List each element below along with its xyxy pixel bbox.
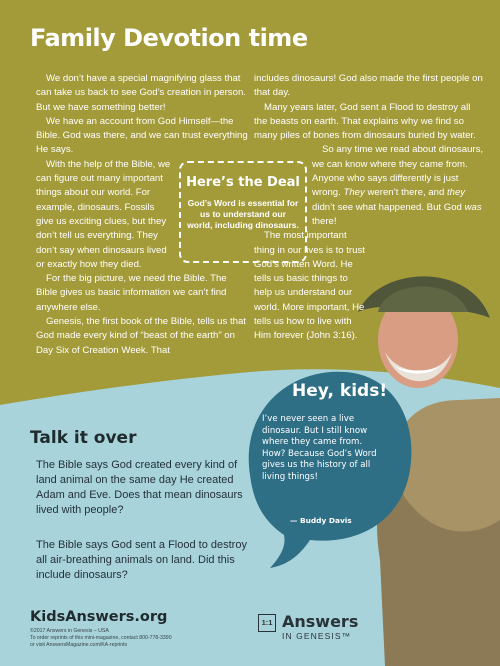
text-run: didn’t see what happened. But God — [312, 201, 462, 213]
question-1: The Bible says God created every kind of land animal on the same day He created Adam and Eve. Does that mean dinosaurs lived with people? — [36, 459, 243, 517]
page-title: Family Devotion time — [30, 24, 308, 52]
answers-logo-sub: IN GENESIS™ — [282, 631, 352, 641]
text-run-italic: was — [464, 201, 482, 213]
paragraph: We don’t have a special magnifying glass that can take us back to see God’s creation in person. But we have something better! — [36, 73, 246, 113]
bubble-title: Hey, kids! — [292, 381, 388, 401]
bubble-text: I’ve never seen a live dinosaur. But I still know where they came from. How? Because God’s Word gives us the history of all living things! — [262, 414, 377, 482]
answers-logo-icon: 1:1 — [258, 614, 276, 632]
text-run-italic: they — [446, 187, 466, 199]
paragraph: The most important thing in our lives is to trust God’s written Word. He tells us basic things to help us understand our world. More important, He tells us how to live with Him forever (John 3:16). — [254, 230, 365, 342]
question-2: The Bible says God sent a Flood to destroy all air-breathing animals on land. Did this include dinosaurs? — [36, 539, 247, 582]
deal-text: God’s Word is essential for us to understand our world, including dinosaurs. — [187, 198, 299, 230]
paragraph: includes dinosaurs! God also made the first people on that day. — [254, 73, 483, 99]
heres-the-deal-box — [179, 161, 307, 263]
bubble-signature: — Buddy Davis — [290, 516, 352, 525]
text-run: there! — [312, 215, 337, 227]
paragraph: Many years later, God sent a Flood to destroy all the beasts on earth. That explains why we find so many piles of bones from dinosaurs buried by water. — [254, 101, 476, 142]
paragraph: For the big picture, we need the Bible. The Bible gives us basic information we can’t find anywhere else. — [36, 273, 227, 313]
answers-logo-name: Answers — [282, 612, 359, 631]
paragraph: With the help of the Bible, we can figure out many important things about our world. For example, dinosaurs. Fossils give us exciting clues, but they don’t tell us everything. They don’t say when dinosaurs lived or exactly how they died. — [36, 158, 171, 270]
talk-it-over-title: Talk it over — [30, 428, 137, 448]
text-run-italic: They — [343, 187, 365, 199]
paragraph: We have an account from God Himself—the Bible. God was there, and we can trust everything He says. — [36, 115, 248, 156]
text-run: So any time we read about dinosaurs, we can know where they came from. Anyone who says differently is just wrong. — [312, 144, 484, 199]
copyright-text: ©2017 Answers in Genesis – USA — [30, 628, 109, 634]
deal-title: Here’s the Deal — [186, 175, 300, 190]
text-run: weren’t there, and — [367, 187, 445, 199]
kidsanswers-link[interactable]: KidsAnswers.org — [30, 609, 168, 625]
paragraph: Genesis, the first book of the Bible, tells us that God made every kind of “beast of the earth” on Day Six of Creation Week. That — [36, 316, 246, 356]
reprint-text: To order reprints of this mini-magazine, contact 800-778-3390 — [30, 635, 172, 641]
reprint-text-2: or visit AnswersMagazine.com/KA-reprints — [30, 642, 128, 648]
